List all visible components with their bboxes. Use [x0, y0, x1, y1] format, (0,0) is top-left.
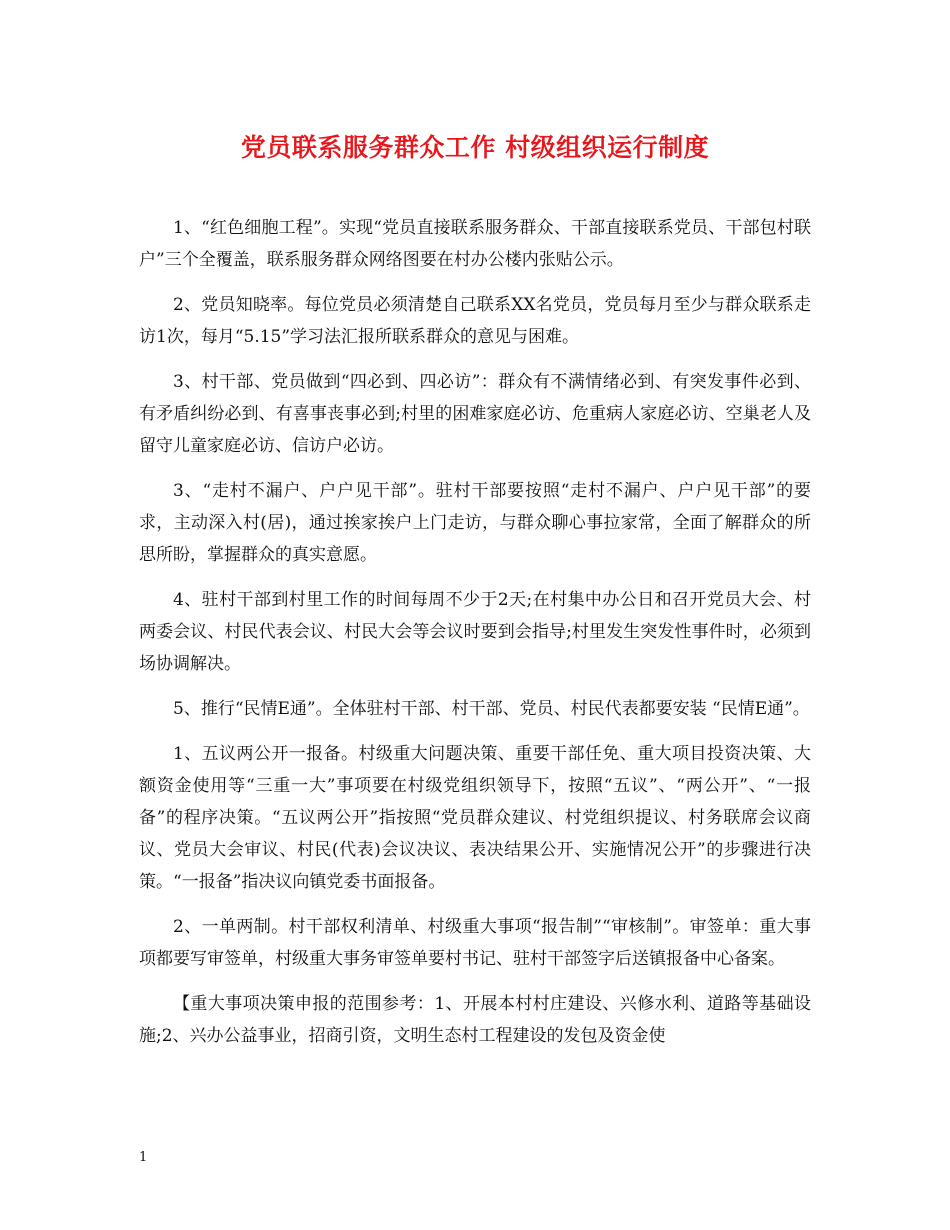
- paragraph: 4、驻村干部到村里工作的时间每周不少于2天;在村集中办公日和召开党员大会、村两委会议、村民代表会议、村民大会等会议时要到会指导;村里发生突发性事件时，必须到场协调解决。: [139, 590, 811, 674]
- paragraph: 1、“红色细胞工程”。实现“党员直接联系服务群众、干部直接联系党员、干部包村联户”三个全覆盖，联系服务群众网络图要在村办公楼内张贴公示。: [139, 218, 811, 270]
- paragraph: 【重大事项决策申报的范围参考：1、开展本村村庄建设、兴修水利、道路等基础设施;2、兴办公益事业，招商引资，文明生态村工程建设的发包及资金使: [139, 994, 811, 1046]
- paragraph: 1、五议两公开一报备。村级重大问题决策、重要干部任免、重大项目投资决策、大额资金使用等“三重一大”事项要在村级党组织领导下，按照“五议”、“两公开”、“一报备”的程序决策。“五议两公开”指按照“党员群众建议、村党组织提议、村务联席会议商议、党员大会审议、村民(代表)会议决议、表决结果公开、实施情况公开”的步骤进行决策。“一报备”指决议向镇党委书面报备。: [139, 744, 811, 892]
- paragraph: 2、党员知晓率。每位党员必须清楚自己联系XX名党员，党员每月至少与群众联系走访1次，每月“5.15”学习法汇报所联系群众的意见与困难。: [139, 295, 811, 347]
- paragraph: 3、“走村不漏户、户户见干部”。驻村干部要按照“走村不漏户、户户见干部”的要求，主动深入村(居)，通过挨家挨户上门走访，与群众聊心事拉家常，全面了解群众的所思所盼，掌握群众的真实意愿。: [139, 481, 811, 565]
- paragraph: 2、一单两制。村干部权利清单、村级重大事项“报告制”“审核制”。审签单：重大事项都要写审签单，村级重大事务审签单要村书记、驻村干部签字后送镇报备中心备案。: [139, 917, 811, 969]
- document-body: [139, 212, 811, 1052]
- paragraph: 3、村干部、党员做到“四必到、四必访”：群众有不满情绪必到、有突发事件必到、有矛盾纠纷必到、有喜事丧事必到;村里的困难家庭必访、危重病人家庭必访、空巢老人及留守儿童家庭必访、信访户必访。: [139, 372, 811, 456]
- page-number: 1: [139, 1150, 148, 1165]
- document-title: 党员联系服务群众工作 村级组织运行制度: [240, 133, 710, 162]
- paragraph: 5、推行“民情E通”。全体驻村干部、村干部、党员、村民代表都要安装 “民情E通”。: [173, 699, 810, 719]
